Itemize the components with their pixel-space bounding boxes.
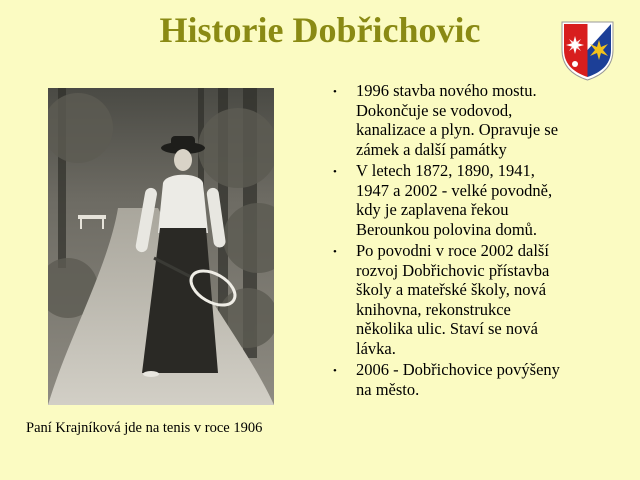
bullet-text: Po povodni v roce 2002 další rozvoj Dobřichovic přístavba školy a mateřské školy, nová knihovna, rekonstrukce několika ulic. Staví se nová lávka. [356, 241, 550, 358]
bullet-icon: • [333, 86, 337, 98]
bullet-item [330, 241, 630, 358]
bullet-item [330, 161, 630, 239]
bullet-icon: • [333, 166, 337, 178]
page-title: Historie Dobřichovic [159, 10, 481, 50]
bullet-icon: • [333, 246, 337, 258]
coat-of-arms-icon [560, 20, 615, 82]
bullet-item [330, 360, 630, 399]
photo-caption: Paní Krajníková jde na tenis v roce 1906 [26, 420, 263, 436]
bullet-text: V letech 1872, 1890, 1941, 1947 a 2002 - velké povodně, kdy je zaplavena řekou Berounkou polovina domů. [356, 161, 553, 239]
bullet-text: 1996 stavba nového mostu. Dokončuje se vodovod, kanalizace a plyn. Opravuje se zámek a další památky [356, 81, 559, 159]
bullet-text: 2006 - Dobřichovice povýšeny na město. [356, 360, 560, 399]
bullet-icon: • [333, 365, 337, 377]
bullet-item [330, 81, 630, 159]
historical-photo [48, 88, 274, 405]
history-bullet-list [330, 81, 630, 401]
